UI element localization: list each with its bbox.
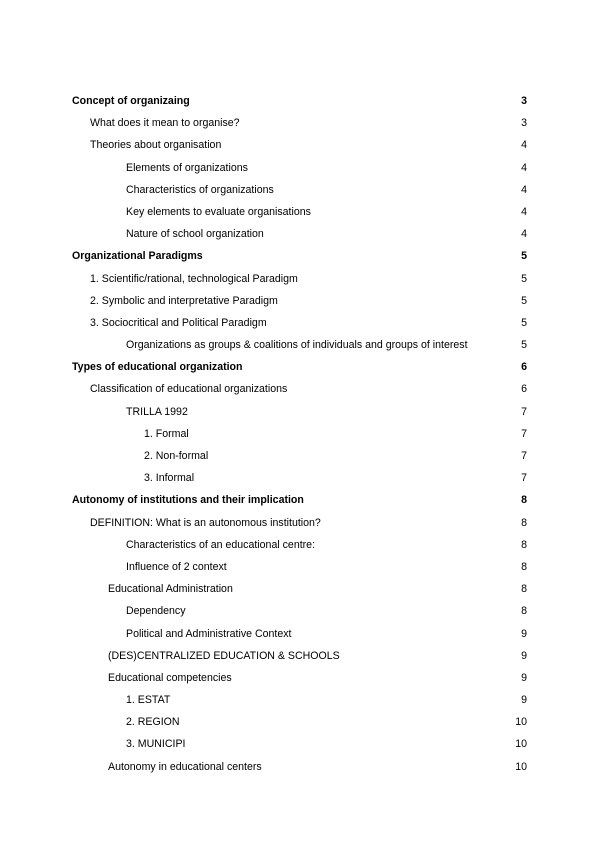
toc-entry-title: 1. Scientific/rational, technological Paradigm — [90, 272, 298, 285]
toc-entry-page-number: 8 — [521, 538, 527, 551]
toc-entry-title: (DES)CENTRALIZED EDUCATION & SCHOOLS — [108, 649, 340, 662]
toc-entry[interactable] — [72, 756, 527, 778]
toc-heading-entry[interactable] — [72, 489, 527, 511]
toc-entry[interactable] — [72, 623, 527, 645]
toc-entry-page-number: 5 — [521, 294, 527, 307]
toc-heading-entry[interactable] — [72, 90, 527, 112]
toc-entry[interactable] — [72, 689, 527, 711]
toc-entry-title: Types of educational organization — [72, 361, 243, 374]
toc-entry[interactable] — [72, 445, 527, 467]
toc-entry[interactable] — [72, 512, 527, 534]
toc-entry-title: Organizational Paradigms — [72, 250, 203, 263]
toc-entry-title: Influence of 2 context — [126, 560, 227, 573]
toc-entry-title: Political and Administrative Context — [126, 627, 292, 640]
toc-entry-title: Educational competencies — [108, 671, 232, 684]
toc-entry-title: Dependency — [126, 605, 186, 618]
toc-entry-page-number: 10 — [515, 760, 527, 773]
toc-entry-title: What does it mean to organise? — [90, 117, 240, 130]
toc-entry[interactable] — [72, 711, 527, 733]
toc-entry-title: Concept of organizaing — [72, 95, 190, 107]
toc-entry-page-number: 9 — [521, 627, 527, 640]
toc-entry-page-number: 9 — [521, 649, 527, 662]
toc-entry-page-number: 7 — [521, 427, 527, 440]
toc-entry-title: Key elements to evaluate organisations — [126, 205, 311, 218]
toc-entry-page-number: 4 — [521, 161, 527, 174]
toc-entry-title: Theories about organisation — [90, 139, 222, 152]
toc-entry[interactable] — [72, 378, 527, 400]
toc-entry-page-number: 4 — [521, 139, 527, 152]
toc-entry-title: TRILLA 1992 — [126, 405, 188, 418]
toc-entry-page-number: 8 — [521, 605, 527, 618]
toc-entry[interactable] — [72, 733, 527, 755]
toc-entry-title: 1. ESTAT — [126, 694, 171, 707]
toc-entry-title: Autonomy of institutions and their implication — [72, 494, 304, 507]
toc-entry[interactable] — [72, 312, 527, 334]
toc-entry-page-number: 5 — [521, 339, 527, 352]
toc-entry[interactable] — [72, 157, 527, 179]
toc-entry-title: Characteristics of an educational centre: — [126, 538, 316, 551]
toc-entry-page-number: 4 — [521, 228, 527, 241]
toc-entry-title: 3. Informal — [144, 472, 195, 485]
toc-entry-title: Educational Administration — [108, 583, 233, 596]
toc-entry[interactable] — [72, 423, 527, 445]
toc-entry[interactable] — [72, 600, 527, 622]
toc-entry-page-number: 7 — [521, 450, 527, 462]
toc-entry-page-number: 8 — [521, 560, 527, 573]
toc-entry-page-number: 4 — [521, 205, 527, 218]
toc-entry-page-number: 4 — [521, 183, 527, 196]
toc-entry[interactable] — [72, 667, 527, 689]
toc-entry-title: DEFINITION: What is an autonomous institution? — [90, 516, 321, 529]
toc-entry-page-number: 9 — [521, 671, 527, 684]
toc-entry-page-number: 6 — [521, 361, 527, 374]
toc-entry-page-number: 5 — [521, 316, 527, 329]
table-of-contents — [72, 90, 527, 778]
toc-heading-entry[interactable] — [72, 245, 527, 267]
toc-entry-page-number: 6 — [521, 383, 527, 396]
toc-entry-title: 3. MUNICIPI — [126, 738, 186, 751]
toc-entry-page-number: 9 — [521, 694, 527, 707]
toc-entry[interactable] — [72, 556, 527, 578]
toc-entry-page-number: 7 — [521, 472, 527, 485]
toc-entry-page-number: 3 — [521, 117, 527, 130]
toc-entry-page-number: 7 — [521, 405, 527, 418]
toc-entry-page-number: 8 — [521, 583, 527, 596]
toc-entry[interactable] — [72, 290, 527, 312]
toc-entry-page-number: 3 — [521, 95, 527, 107]
toc-entry-title: Organizations as groups & coalitions of individuals and groups of interest — [126, 339, 468, 352]
toc-entry[interactable] — [72, 467, 527, 489]
toc-entry-title: 2. Non-formal — [144, 450, 209, 462]
toc-entry[interactable] — [72, 534, 527, 556]
toc-entry-title: 1. Formal — [144, 427, 189, 440]
toc-entry-title: Nature of school organization — [126, 228, 264, 241]
toc-entry[interactable] — [72, 134, 527, 156]
toc-entry-title: Characteristics of organizations — [126, 183, 274, 196]
toc-entry-page-number: 5 — [521, 272, 527, 285]
toc-entry[interactable] — [72, 179, 527, 201]
toc-entry[interactable] — [72, 401, 527, 423]
toc-entry-page-number: 8 — [521, 494, 527, 507]
toc-entry-title: 2. Symbolic and interpretative Paradigm — [90, 294, 278, 307]
toc-entry-page-number: 5 — [521, 250, 527, 263]
toc-entry-page-number: 8 — [521, 516, 527, 529]
toc-entry[interactable] — [72, 578, 527, 600]
toc-entry-title: 2. REGION — [126, 716, 180, 729]
toc-entry-title: 3. Sociocritical and Political Paradigm — [90, 316, 267, 329]
toc-entry-page-number: 10 — [515, 716, 527, 729]
toc-entry[interactable] — [72, 268, 527, 290]
toc-entry[interactable] — [72, 334, 527, 356]
toc-entry-title: Classification of educational organizations — [90, 383, 288, 396]
toc-entry-page-number: 10 — [515, 738, 527, 751]
toc-entry[interactable] — [72, 223, 527, 245]
toc-entry[interactable] — [72, 112, 527, 134]
toc-entry-title: Elements of organizations — [126, 161, 248, 174]
toc-entry[interactable] — [72, 201, 527, 223]
toc-entry-title: Autonomy in educational centers — [108, 760, 262, 773]
toc-heading-entry[interactable] — [72, 356, 527, 378]
toc-entry[interactable] — [72, 645, 527, 667]
